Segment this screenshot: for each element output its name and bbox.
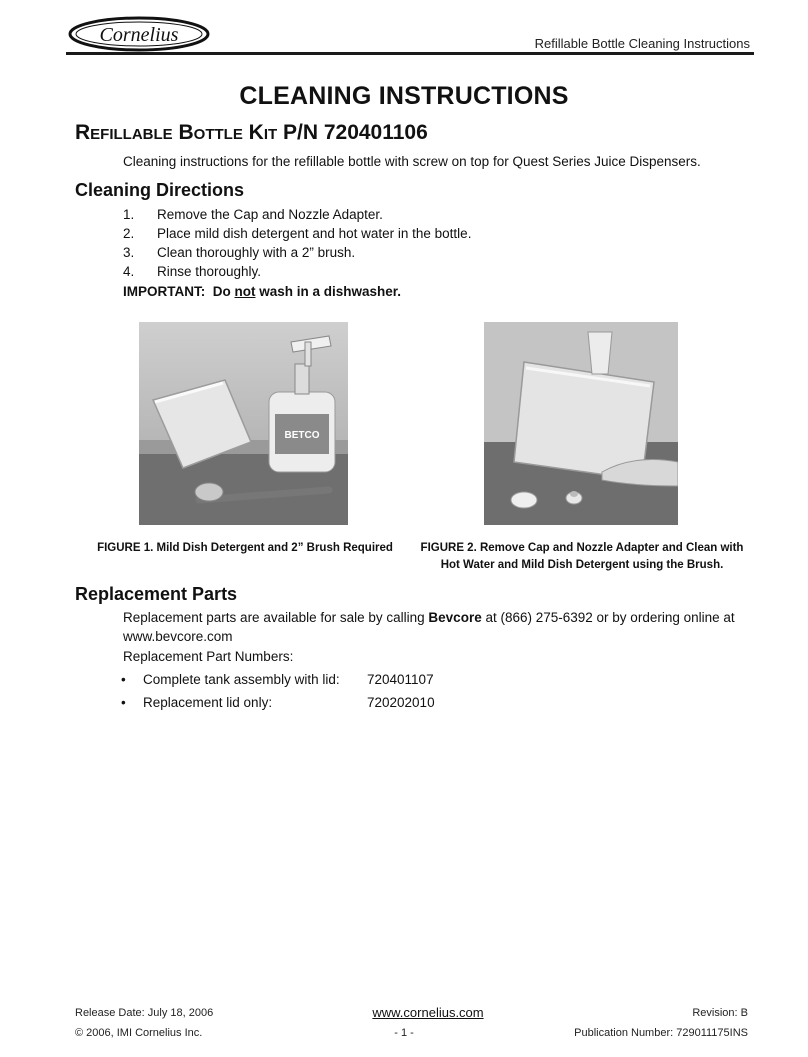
part-numbers-label: Replacement Part Numbers: (123, 649, 294, 664)
revision: Revision: B (692, 1007, 748, 1019)
figure-1-photo (139, 322, 348, 525)
step-text: Place mild dish detergent and hot water in the bottle. (157, 226, 472, 241)
bottle-label: BETCO (284, 430, 320, 441)
part-name: Replacement lid only: (143, 695, 273, 710)
parts-para-bold: Bevcore (428, 610, 482, 625)
important-note (123, 284, 401, 299)
copyright: © 2006, IMI Cornelius Inc. (75, 1027, 203, 1039)
kit-title-part: P/N 720401106 (283, 121, 428, 144)
step-item (123, 264, 261, 279)
step-item (123, 226, 471, 241)
header-rule (66, 52, 754, 55)
publication-number: Publication Number: 729011175INS (574, 1027, 748, 1039)
kit-title-name: Refillable Bottle Kit (75, 121, 278, 144)
part-number: 720202010 (367, 695, 435, 710)
bullet-icon: • (121, 672, 126, 687)
release-date: Release Date: July 18, 2006 (75, 1007, 214, 1019)
intro-text: Cleaning instructions for the refillable bottle with screw on top for Quest Series Juice Dispensers. (123, 154, 701, 169)
cleaning-heading: Cleaning Directions (75, 180, 245, 200)
step-number: 4. (123, 264, 135, 279)
figure-1-caption: FIGURE 1. Mild Dish Detergent and 2” Brush Required (97, 542, 393, 554)
part-name: Complete tank assembly with lid: (143, 672, 340, 687)
figure-2-caption: FIGURE 2. Remove Cap and Nozzle Adapter and Clean with Hot Water and Mild Dish Detergent using the Brush. (420, 542, 744, 571)
kit-title (75, 121, 428, 145)
step-text: Clean thoroughly with a 2” brush. (157, 245, 356, 260)
important-prefix: IMPORTANT: Do (123, 284, 235, 299)
step-text: Rinse thoroughly. (157, 264, 262, 279)
part-item (121, 672, 434, 687)
parts-paragraph (123, 608, 753, 646)
parts-heading: Replacement Parts (75, 584, 238, 604)
step-item (123, 207, 383, 222)
step-number: 3. (123, 245, 135, 260)
figure-2-photo (484, 322, 678, 525)
parts-para-pre: Replacement parts are available for sale by calling (123, 610, 429, 625)
header-title: Refillable Bottle Cleaning Instructions (534, 36, 750, 51)
step-number: 2. (123, 226, 135, 241)
step-item (123, 245, 355, 260)
parts-para-post: at (866) 275-6392 or by ordering online at www.bevcore.com (123, 610, 735, 644)
website-link[interactable]: www.cornelius.com (372, 1005, 484, 1020)
important-underlined: not (234, 284, 256, 299)
step-number: 1. (123, 207, 135, 222)
part-number: 720401107 (367, 672, 434, 687)
step-text: Remove the Cap and Nozzle Adapter. (157, 207, 383, 222)
important-suffix: wash in a dishwasher. (255, 284, 402, 299)
part-item (121, 695, 435, 710)
bullet-icon: • (121, 695, 126, 710)
page-number: - 1 - (394, 1027, 414, 1039)
cornelius-logo (66, 14, 212, 54)
logo-text: Cornelius (99, 24, 179, 46)
page-title: CLEANING INSTRUCTIONS (239, 82, 569, 110)
